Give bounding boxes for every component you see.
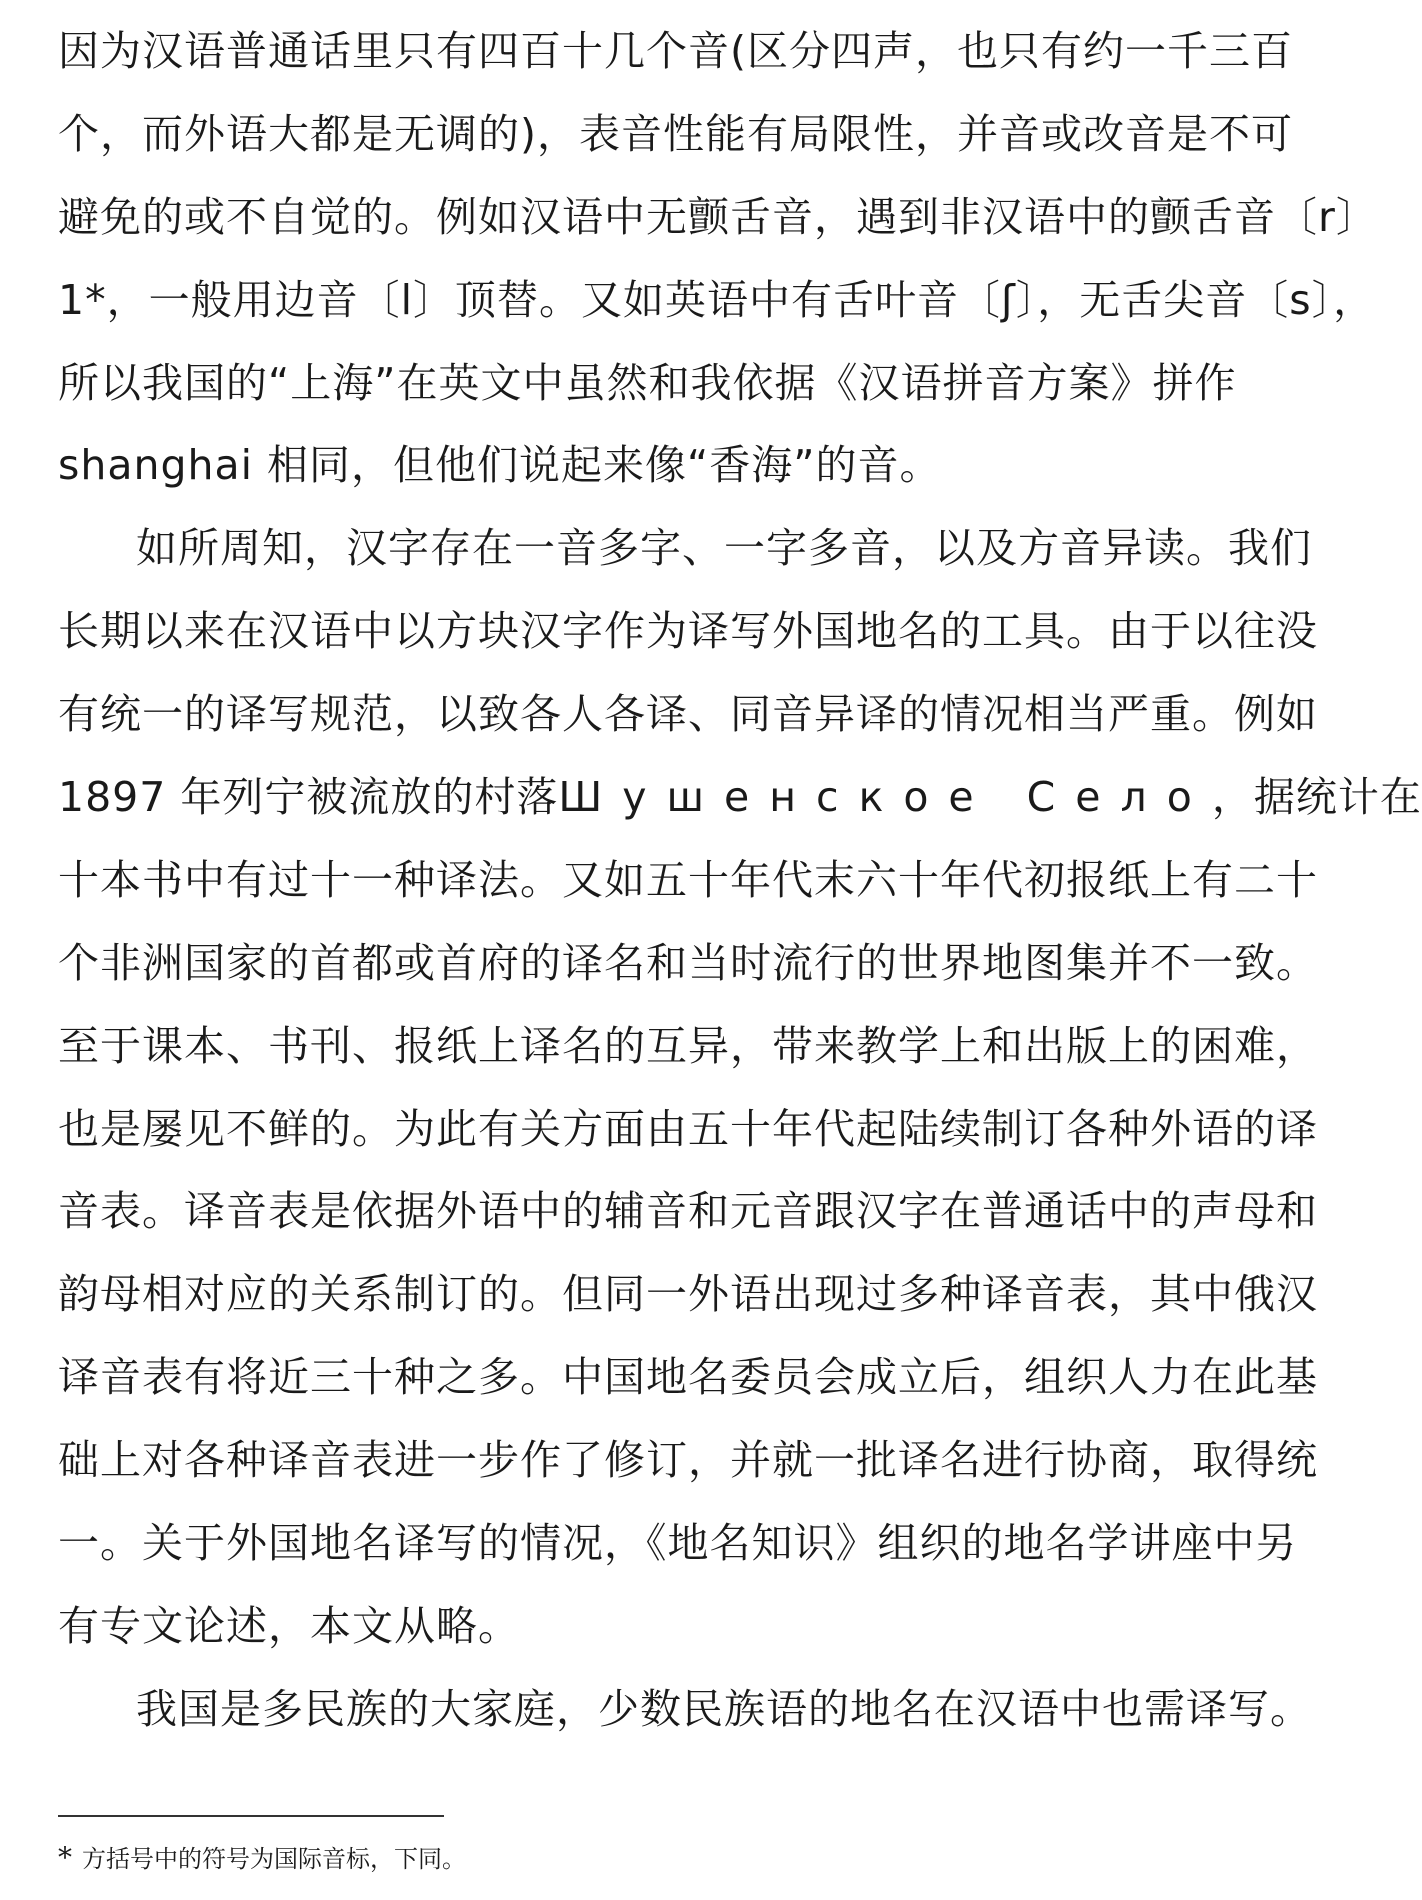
- text-line: 避免的或不自觉的。例如汉语中无颤舌音，遇到非汉语中的颤舌音〔r〕: [58, 192, 1378, 241]
- footnote-mark: *: [58, 1841, 72, 1874]
- document-body: [58, 10, 1422, 1751]
- text-line: 个，而外语大都是无调的)，表音性能有局限性，并音或改音是不可: [58, 109, 1293, 158]
- footnote: [58, 1843, 466, 1874]
- text-segment: 1897 年列宁被流放的村落: [58, 773, 559, 822]
- text-line: 有专文论述，本文从略。: [58, 1601, 520, 1650]
- text-line: 有统一的译写规范，以致各人各译、同音异译的情况相当严重。例如: [58, 690, 1318, 739]
- text-line: shanghai 相同，但他们说起来像“香海”的音。: [58, 441, 942, 490]
- text-line: 音表。译音表是依据外语中的辅音和元音跟汉字在普通话中的声母和: [58, 1187, 1318, 1236]
- text-line-with-russian: [58, 756, 1422, 839]
- russian-place-name: Шушенское Село: [558, 773, 1212, 822]
- text-line: 也是屡见不鲜的。为此有关方面由五十年代起陆续制订各种外语的译: [58, 1104, 1318, 1153]
- text-line: 1*，一般用边音〔l〕顶替。又如英语中有舌叶音〔ʃ〕，无舌尖音〔s〕，: [58, 275, 1376, 324]
- paragraph-3: [58, 1668, 1312, 1751]
- text-line: 长期以来在汉语中以方块汉字作为译写外国地名的工具。由于以往没: [58, 607, 1318, 656]
- text-line: 译音表有将近三十种之多。中国地名委员会成立后，组织人力在此基: [58, 1353, 1318, 1402]
- footnote-text: 方括号中的符号为国际音标，下同。: [82, 1845, 466, 1873]
- paragraph-1: [58, 10, 1378, 507]
- text-line: 个非洲国家的首都或首府的译名和当时流行的世界地图集并不一致。: [58, 938, 1318, 987]
- text-line: 我国是多民族的大家庭，少数民族语的地名在汉语中也需译写。: [136, 1684, 1312, 1733]
- text-line: 如所周知，汉字存在一音多字、一字多音，以及方音异读。我们: [136, 524, 1312, 573]
- text-line: 十本书中有过十一种译法。又如五十年代末六十年代初报纸上有二十: [58, 855, 1318, 904]
- text-line: 因为汉语普通话里只有四百十几个音(区分四声，也只有约一千三百: [58, 27, 1293, 75]
- text-line: 所以我国的“上海”在英文中虽然和我依据《汉语拼音方案》拼作: [58, 358, 1237, 407]
- text-line: 韵母相对应的关系制订的。但同一外语出现过多种译音表，其中俄汉: [58, 1270, 1318, 1319]
- text-line: 至于课本、书刊、报纸上译名的互异，带来教学上和出版上的困难，: [58, 1021, 1318, 1070]
- footnote-divider: [58, 1815, 444, 1817]
- paragraph-2: [58, 507, 1422, 1667]
- text-segment: ，据统计在: [1211, 773, 1422, 822]
- text-line: 一。关于外国地名译写的情况，《地名知识》组织的地名学讲座中另: [58, 1519, 1298, 1568]
- text-line: 础上对各种译音表进一步作了修订，并就一批译名进行协商，取得统: [58, 1436, 1318, 1485]
